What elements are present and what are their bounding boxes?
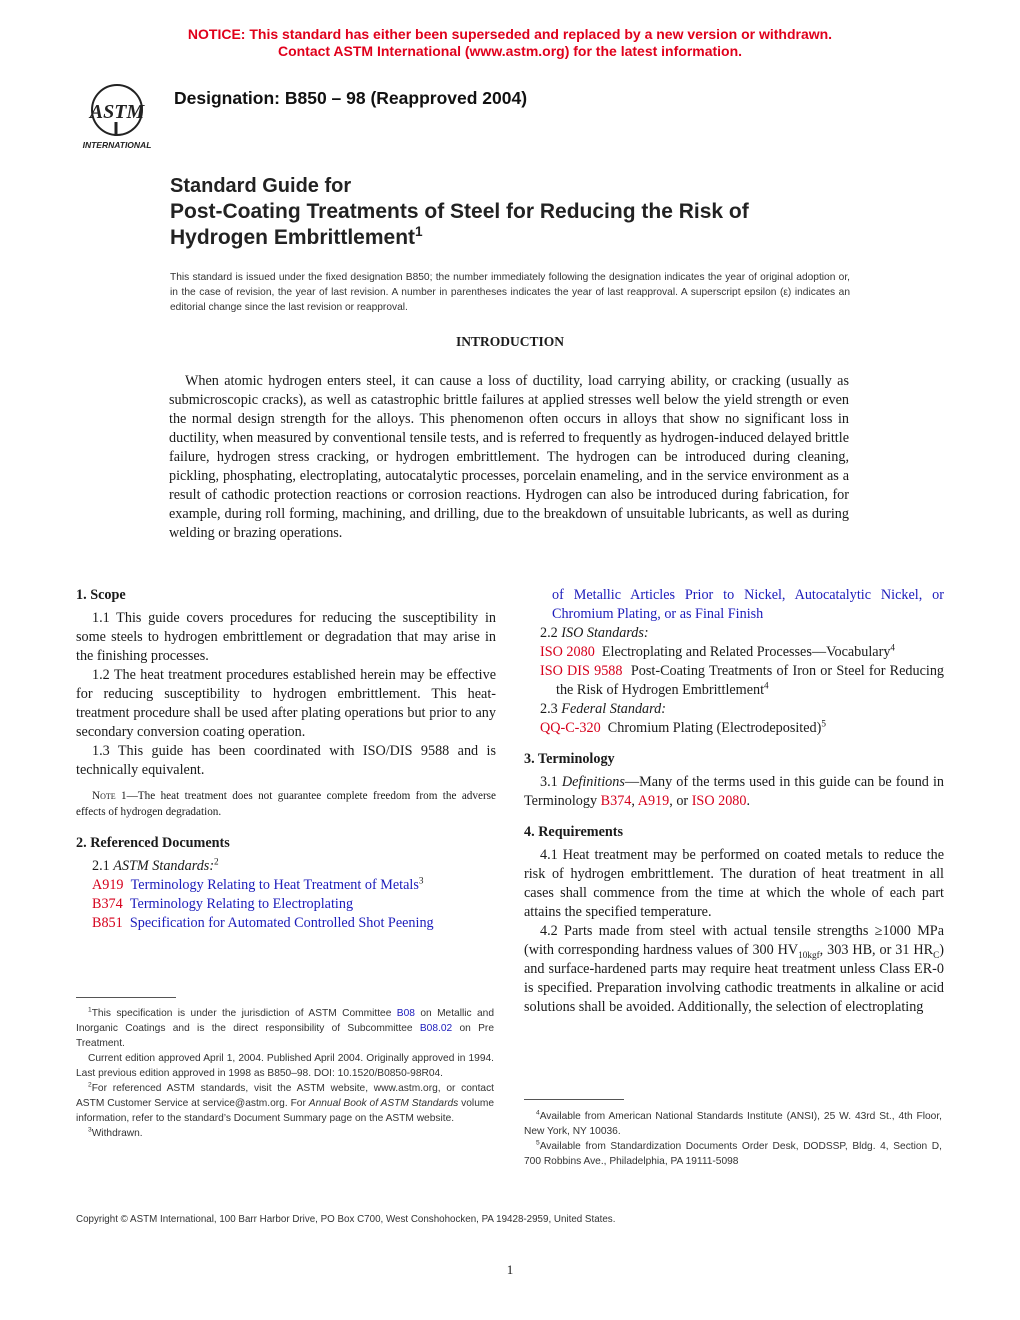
- footnotes-right: [524, 1109, 942, 1169]
- requirements-4-2: 4.2 Parts made from steel with actual tensile strengths ≥1000 MPa (with corresponding hardness values of 300 $HV_{10kgf}$, 303 HB, or 31 $HR_C$) and surface-hardened parts may require heat treatment unless Class ER-0 is specified. Preparation involving cathodic treatments in alkaline or acid solutions shall be avoided. Additionally, the selection of electroplating: [524, 923, 944, 1015]
- referenced-heading: 2. Referenced Documents: [76, 835, 230, 851]
- ref-qq-c-320[interactable]: QQ-C-320 Chromium Plating (Electrodeposited)$^5$: [540, 718, 826, 736]
- scope-heading: 1. Scope: [76, 587, 126, 603]
- copyright: Copyright © ASTM International, 100 Barr Harbor Drive, PO Box C700, West Conshohocken, PA 19428-2959, United States.: [76, 1214, 616, 1225]
- introduction-body: [169, 372, 849, 543]
- designation: Designation: B850 – 98 (Reapproved 2004): [174, 88, 528, 108]
- scope-1-3: 1.3 This guide has been coordinated with ISO/DIS 9588 and is technically equivalent.: [76, 743, 496, 778]
- notice-line-1: NOTICE: This standard has either been superseded and replaced by a new version or withdrawn.: [187, 26, 833, 42]
- footnote-2: $^2$For referenced ASTM standards, visit the ASTM website, www.astm.org, or contact ASTM Customer Service at service@astm.org. For Annual Book of ASTM Standards volume information, refer to the standard’s Document Summary page on the ASTM website.: [76, 1081, 495, 1124]
- ref-b851-continued[interactable]: of Metallic Articles Prior to Nickel, Autocatalytic Nickel, or Chromium Plating, or as Final Finish: [552, 587, 944, 622]
- footnote-1: $^1$This specification is under the jurisdiction of ASTM Committee B08 on Metallic and Inorganic Coatings and is the direct responsibility of Subcommittee B08.02 on Pre Treatment.: [76, 1006, 495, 1049]
- introduction-heading: INTRODUCTION: [455, 334, 564, 349]
- notice-line-2: Contact ASTM International (www.astm.org) for the latest information.: [277, 43, 743, 59]
- footnote-rule-right: [524, 1099, 624, 1100]
- title-footnote-mark: 1: [415, 224, 423, 239]
- requirements-4-1: 4.1 Heat treatment may be performed on coated metals to reduce the risk of hydrogen embrittlement. The duration of heat treatment in all cases shall commence from the time at which the whole of each part attains the specified temperature.: [524, 847, 944, 920]
- logo-subtext: INTERNATIONAL: [82, 140, 152, 150]
- scope-note: [76, 788, 496, 820]
- footnote-1-edition: Current edition approved April 1, 2004. Published April 2004. Originally approved in 1994. Last previous edition approved in 1998 as B850–98. DOI: 10.1520/B0850-98R04.: [76, 1053, 494, 1079]
- link-b374[interactable]: B374: [600, 793, 632, 809]
- introduction-text: When atomic hydrogen enters steel, it can cause a loss of ductility, load carrying ability, or cracking (usually as submicroscopic cracks), as well as catastrophic brittle failures at applied stresses well below the yield strength or even the normal design strength for the alloys. This phenomenon often occurs in alloys that show no significant loss in ductility, when measured by conventional tensile tests, and is referred to frequently as hydrogen-induced delayed brittle failure, hydrogen stress cracking, or hydrogen embrittlement. The hydrogen can be introduced during cleaning, pickling, phosphating, electroplating, autocatalytic processes, porcelain enameling, and in the service environment as a result of cathodic protection reactions or corrosion reactions. Hydrogen can also be introduced during fabrication, for example, during roll forming, machining, and drilling, due to the breakdown of unsuitable lubricants, as well as during welding or brazing operations.: [169, 373, 849, 541]
- ref-iso-dis-9588[interactable]: ISO DIS 9588 Post-Coating Treatments of Iron or Steel for Reducing the Risk of Hydrogen Embrittlement$^4$: [540, 663, 945, 698]
- link-a919[interactable]: A919: [637, 793, 670, 809]
- terminology-heading: 3. Terminology: [524, 751, 615, 767]
- federal-standard-label: 2.3 Federal Standard:: [540, 701, 666, 717]
- terminology-3-1: 3.1 Definitions—Many of the terms used in this guide can be found in Terminology B374, A919, or ISO 2080.: [524, 774, 945, 809]
- footnote-4: $^4$Available from American National Standards Institute (ANSI), 25 W. 43rd St., 4th Floor, New York, NY 10036.: [524, 1109, 942, 1137]
- ref-b374[interactable]: B374 Terminology Relating to Electroplating: [92, 896, 354, 912]
- footnote-rule-left: [76, 997, 176, 998]
- left-column: [76, 586, 496, 933]
- boilerplate: This standard is issued under the fixed designation B850; the number immediately following the designation indicates the year of original adoption or, in the case of revision, the year of last revision. A number in parentheses indicates the year of last reapproval. A superscript epsilon (ε) indicates an editorial change since the last revision or reapproval.: [170, 272, 850, 314]
- logo-text: ASTM: [89, 101, 145, 123]
- page-number: 1: [506, 1262, 514, 1277]
- footnote-3: $^3$Withdrawn.: [88, 1126, 143, 1139]
- right-column: [524, 586, 944, 1017]
- astm-logo: [72, 76, 162, 150]
- note-text: —The heat treatment does not guarantee complete freedom from the adverse effects of hydrogen degradation.: [76, 790, 496, 818]
- scope-1-2: 1.2 The heat treatment procedures established herein may be effective for reducing susceptibility to hydrogen embrittlement. This heat-treatment procedure shall be used after plating operations but prior to any secondary conversion coating operation.: [76, 667, 496, 740]
- astm-standards-label: 2.1 ASTM Standards:$^2$: [92, 856, 219, 874]
- footnotes-left: [76, 1006, 494, 1141]
- title-line-1: Standard Guide for: [170, 175, 352, 197]
- title-line-3: Hydrogen Embrittlement: [170, 226, 416, 249]
- link-iso-2080[interactable]: ISO 2080: [691, 793, 747, 809]
- requirements-heading: 4. Requirements: [524, 824, 624, 840]
- ref-a919[interactable]: A919 Terminology Relating to Heat Treatment of Metals$^3$: [92, 875, 424, 893]
- title-line-2: Post-Coating Treatments of Steel for Reducing the Risk of: [170, 200, 749, 223]
- document-title: [170, 174, 890, 251]
- iso-standards-label: 2.2 ISO Standards:: [540, 625, 649, 641]
- scope-1-1: 1.1 This guide covers procedures for reducing the susceptibility in some steels to hydrogen embrittlement or degradation that may arise in the finishing processes.: [76, 610, 496, 664]
- footnote-5: $^5$Available from Standardization Documents Order Desk, DODSSP, Bldg. 4, Section D, 700 Robbins Ave., Philadelphia, PA 19111-5098: [524, 1139, 942, 1167]
- ref-iso-2080[interactable]: ISO 2080 Electroplating and Related Processes—Vocabulary$^4$: [540, 642, 896, 660]
- ref-b851[interactable]: B851 Specification for Automated Controlled Shot Peening: [92, 915, 434, 931]
- note-label: Note 1: [92, 790, 127, 802]
